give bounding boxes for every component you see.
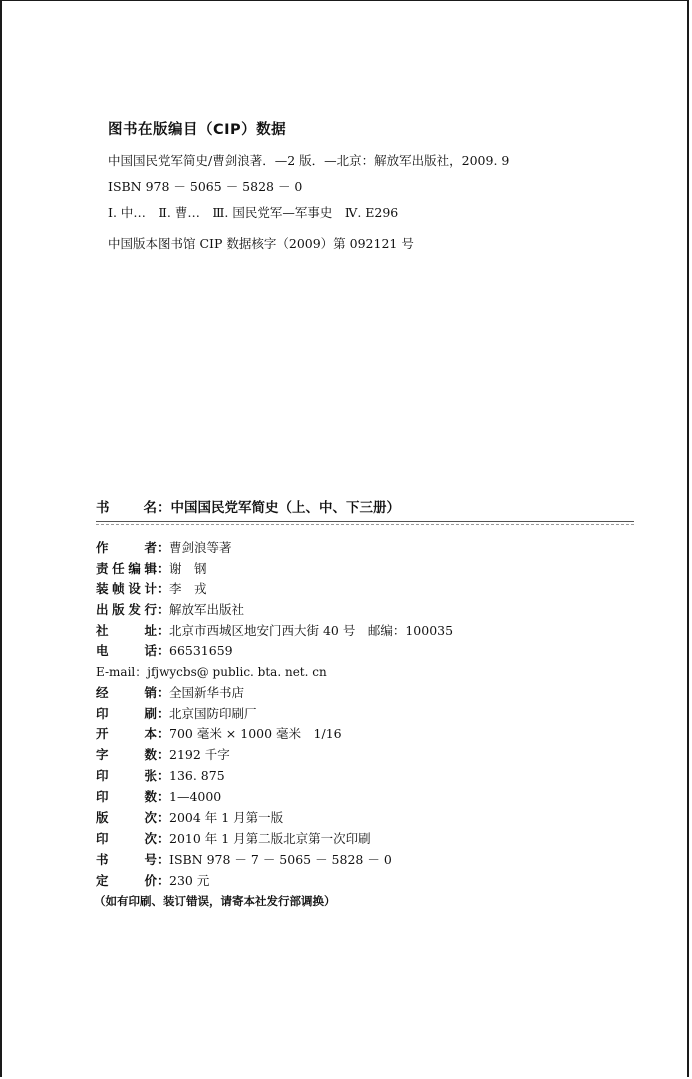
imprint-row-phone <box>96 641 233 661</box>
imprint-row-author <box>96 538 232 558</box>
imprint-label: 作者 <box>96 540 157 555</box>
imprint-colon: ： <box>157 643 170 658</box>
imprint-value: 2010 年 1 月第二版北京第一次印刷 <box>169 831 371 846</box>
imprint-value: ISBN 978 － 7 － 5065 － 5828 － 0 <box>169 852 392 867</box>
imprint-row-address <box>96 621 453 641</box>
imprint-row-printer <box>96 704 257 724</box>
imprint-value: 全国新华书店 <box>169 685 245 700</box>
imprint-colon: ： <box>157 789 170 804</box>
imprint-value: 2192 千字 <box>169 747 230 762</box>
imprint-value: 1—4000 <box>169 789 222 804</box>
book-name-colon: ： <box>157 500 171 516</box>
imprint-value: 230 元 <box>169 873 210 888</box>
imprint-value: 66531659 <box>169 643 233 658</box>
imprint-label: 社址 <box>96 623 157 638</box>
imprint-colon: ： <box>157 685 170 700</box>
imprint-value: 曹剑浪等著 <box>169 540 232 555</box>
cip-line-catalog-number: 中国版本图书馆 CIP 数据核字（2009）第 092121 号 <box>108 236 414 251</box>
imprint-value: 136. 875 <box>169 768 225 783</box>
book-name-value: 中国国民党军简史（上、中、下三册） <box>170 500 400 516</box>
imprint-label: 开本 <box>96 726 157 741</box>
imprint-row-editor <box>96 559 207 579</box>
imprint-colon: ： <box>157 540 170 555</box>
imprint-row-impression <box>96 829 371 849</box>
imprint-colon: ： <box>157 768 170 783</box>
imprint-value: 北京国防印刷厂 <box>169 706 257 721</box>
imprint-colon: ： <box>157 810 170 825</box>
imprint-row-edition <box>96 808 283 828</box>
imprint-row-format <box>96 724 342 744</box>
imprint-row-sheets <box>96 766 225 786</box>
cip-line-classification: Ⅰ. 中… Ⅱ. 曹… Ⅲ. 国民党军—军事史 Ⅳ. E296 <box>108 205 399 220</box>
separator-rule-secondary <box>96 524 634 525</box>
imprint-colon: ： <box>157 726 170 741</box>
imprint-label: 印数 <box>96 789 157 804</box>
imprint-row-word-count <box>96 745 230 765</box>
imprint-colon: ： <box>157 831 170 846</box>
imprint-label: 字数 <box>96 747 157 762</box>
cip-title: 图书在版编目（CIP）数据 <box>108 122 287 138</box>
imprint-label: 装帧设计 <box>96 581 157 596</box>
imprint-row-publisher <box>96 600 244 620</box>
imprint-value: 谢 钢 <box>169 561 207 576</box>
cip-line-isbn: ISBN 978 － 5065 － 5828 － 0 <box>108 179 303 194</box>
imprint-label: 责任编辑 <box>96 561 157 576</box>
imprint-colon: ： <box>157 561 170 576</box>
imprint-colon: ： <box>157 706 170 721</box>
imprint-value: 北京市西城区地安门西大街 40 号 邮编：100035 <box>169 623 454 638</box>
imprint-colon: ： <box>157 602 170 617</box>
book-name-row <box>96 496 400 516</box>
imprint-label: 版次 <box>96 810 157 825</box>
imprint-colon: ： <box>157 747 170 762</box>
imprint-row-price <box>96 871 209 891</box>
imprint-label: 定价 <box>96 873 157 888</box>
imprint-row-email: E-mail：jfjwycbs@ public. bta. net. cn <box>96 665 327 679</box>
imprint-row-designer <box>96 579 207 599</box>
imprint-label: 电话 <box>96 643 157 658</box>
book-name-label: 书名 <box>96 500 157 516</box>
imprint-label: 印刷 <box>96 706 157 721</box>
imprint-label: 印张 <box>96 768 157 783</box>
imprint-colon: ： <box>157 623 170 638</box>
imprint-row-isbn <box>96 850 392 870</box>
return-policy-note: （如有印刷、装订错误，请寄本社发行部调换） <box>94 894 336 908</box>
separator-rule <box>96 521 634 522</box>
imprint-row-print-run <box>96 787 221 807</box>
imprint-label: 经销 <box>96 685 157 700</box>
imprint-colon: ： <box>157 852 170 867</box>
imprint-label: 出版发行 <box>96 602 157 617</box>
imprint-value: 李 戎 <box>169 581 207 596</box>
imprint-label: 印次 <box>96 831 157 846</box>
imprint-value: 解放军出版社 <box>169 602 245 617</box>
imprint-label: 书号 <box>96 852 157 867</box>
imprint-value: 2004 年 1 月第一版 <box>169 810 284 825</box>
imprint-colon: ： <box>157 873 170 888</box>
imprint-value: 700 毫米 × 1000 毫米 1/16 <box>169 726 342 741</box>
imprint-colon: ： <box>157 581 170 596</box>
cip-line-title-author: 中国国民党军简史/曹剑浪著．—2 版．—北京：解放军出版社，2009. 9 <box>108 153 510 168</box>
imprint-row-distributor <box>96 683 244 703</box>
